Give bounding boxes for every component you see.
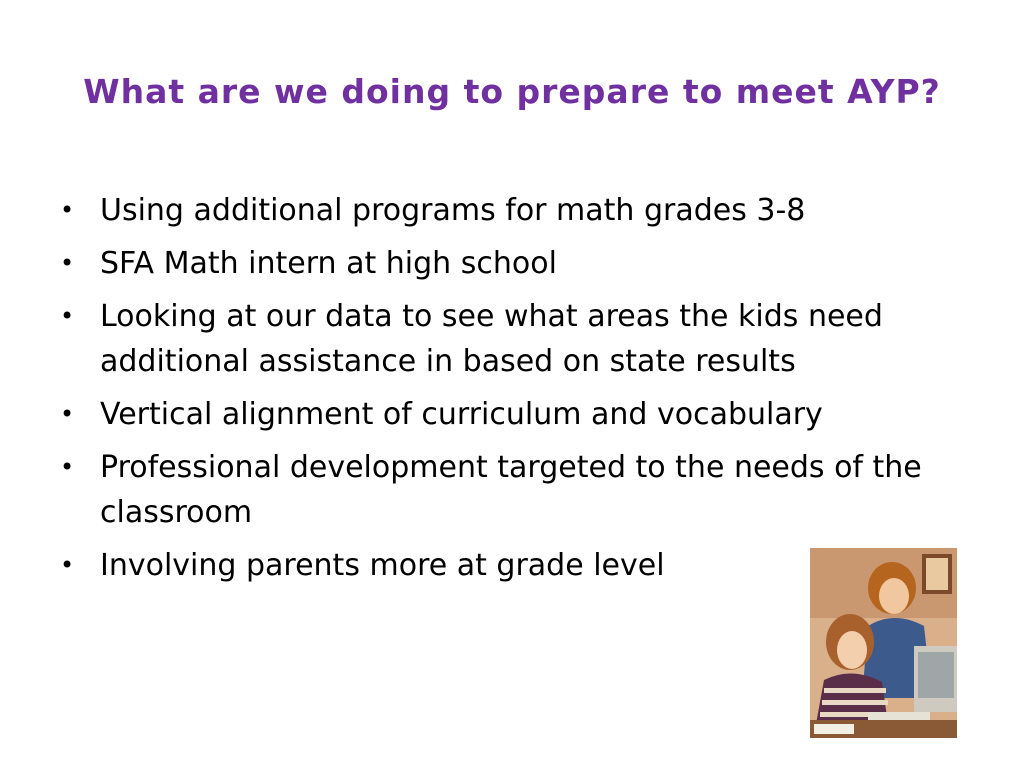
bullet-text: Professional development targeted to the needs of the classroom: [100, 450, 922, 530]
bullet-icon: •: [60, 551, 75, 579]
bullet-text: Vertical alignment of curriculum and vocabulary: [100, 397, 823, 432]
bullet-icon: •: [60, 453, 75, 481]
bullet-text: Looking at our data to see what areas the kids need additional assistance in based on state results: [100, 299, 883, 379]
bullet-list: [60, 188, 960, 596]
list-item: [60, 188, 960, 233]
bullet-icon: •: [60, 249, 75, 277]
bullet-text: Using additional programs for math grades 3-8: [100, 193, 806, 228]
teacher-student-computer-photo: [810, 548, 957, 738]
list-item: [60, 392, 960, 437]
list-item: [60, 241, 960, 286]
bullet-text: Involving parents more at grade level: [100, 548, 665, 583]
bullet-icon: •: [60, 196, 75, 224]
list-item: [60, 294, 960, 384]
list-item: [60, 445, 960, 535]
bullet-icon: •: [60, 302, 75, 330]
bullet-icon: •: [60, 400, 75, 428]
slide-title: What are we doing to prepare to meet AYP?: [83, 72, 941, 111]
bullet-text: SFA Math intern at high school: [100, 246, 557, 281]
